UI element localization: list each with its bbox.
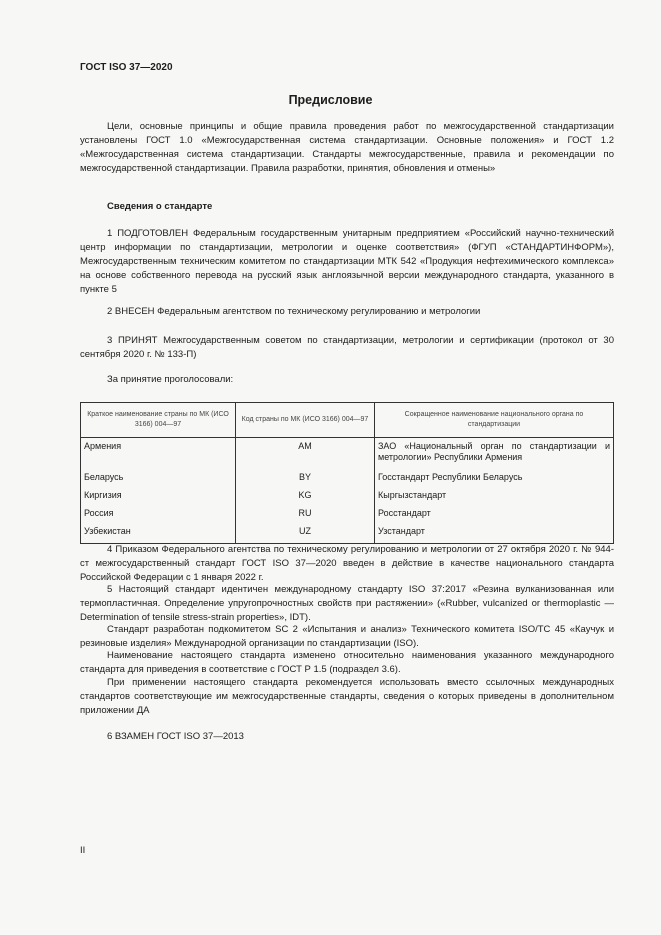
table-row [81,438,614,469]
country-name-cell: Узбекистан [81,522,236,544]
country-code-cell: KG [236,486,375,504]
table-row [81,468,614,486]
country-name-cell: Киргизия [81,486,236,504]
item-5-name-change-paragraph: Наименование настоящего стандарта изменено относительно наименования указанного международного стандарта для приведения в соответствие с ГОСТ Р 1.5 (подраздел 3.6). [80,650,614,675]
page-title: Предисловие [288,93,373,107]
header-standards-body: Сокращенное наименование национального органа по стандартизации [375,403,614,438]
header-country-code: Код страны по МК (ИСО 3166) 004—97 [236,403,375,438]
item-5-references-paragraph: При применении настоящего стандарта рекомендуется использовать вместо ссылочных международных стандартов соответствующие им межгосударственные стандарты, сведения о которых приведены в дополнительном приложении ДА [80,677,614,716]
table-header-row [81,403,614,438]
country-name-cell: Россия [81,504,236,522]
item-5-committee-paragraph: Стандарт разработан подкомитетом SC 2 «Испытания и анализ» Технического комитета ISO/TC 45 «Каучук и резиновые изделия» Международной организации по стандартизации (ISO). [80,624,614,649]
country-name-cell: Беларусь [81,468,236,486]
intro-paragraph: Цели, основные принципы и общие правила проведения работ по межгосударственной стандартизации установлены ГОСТ 1.0 «Межгосударственная система стандартизации. Основные положения» и ГОСТ 1.2 «Межгосударственная система стандартизации. Стандарты межгосударственные, правила и рекомендации по межгосударственной стандартизации. Правила разработки, принятия, обновления и отмены» [80,121,614,174]
item-2-paragraph: 2 ВНЕСЕН Федеральным агентством по техническому регулированию и метрологии [107,306,481,317]
page-number: II [80,845,86,856]
country-code-cell: AM [236,438,375,469]
info-heading: Сведения о стандарте [107,201,213,212]
standards-body-cell: Росстандарт [375,504,614,522]
standards-body-cell: Госстандарт Республики Беларусь [375,468,614,486]
voted-label: За принятие проголосовали: [107,374,234,385]
country-name-cell: Армения [81,438,236,469]
voting-countries-table [80,402,614,544]
country-code-cell: UZ [236,522,375,544]
item-3-paragraph: 3 ПРИНЯТ Межгосударственным советом по стандартизации, метрологии и сертификации (протокол от 30 сентября 2020 г. № 133-П) [80,335,614,360]
country-code-cell: RU [236,504,375,522]
item-1-paragraph: 1 ПОДГОТОВЛЕН Федеральным государственным унитарным предприятием «Российский научно-технический центр информации по стандартизации, метрологии и оценке соответствия» (ФГУП «СТАНДАРТИНФОРМ»), Межгосударственным техническим комитетом по стандартизации МТК 542 «Продукция нефтехимического комплекса» на основе собственного перевода на русский язык англоязычной версии международного стандарта, указанного в пункте 5 [80,228,614,295]
country-code-cell: BY [236,468,375,486]
item-5-paragraph: 5 Настоящий стандарт идентичен международному стандарту ISO 37:2017 «Резина вулканизованная или термопластичная. Определение упругопрочностных свойств при растяжении» («Rubber, vulcanized or thermoplastic — Determination of tensile stress-strain properties», IDT). [80,584,614,623]
item-4-paragraph: 4 Приказом Федерального агентства по техническому регулированию и метрологии от 27 октября 2020 г. № 944-ст межгосударственный стандарт ГОСТ ISO 37—2020 введен в действие в качестве национального стандарта Российской Федерации с 1 января 2022 г. [80,544,614,583]
standards-body-cell: Кыргызстандарт [375,486,614,504]
item-6-replaces: 6 ВЗАМЕН ГОСТ ISO 37—2013 [107,731,244,742]
table-row [81,504,614,522]
header-country-name: Краткое наименование страны по МК (ИСО 3166) 004—97 [81,403,236,438]
standards-body-cell: ЗАО «Национальный орган по стандартизации и метрологии» Республики Армения [375,438,614,469]
standards-body-cell: Узстандарт [375,522,614,544]
table-row [81,522,614,544]
document-code-header: ГОСТ ISO 37—2020 [80,62,173,73]
table-row [81,486,614,504]
